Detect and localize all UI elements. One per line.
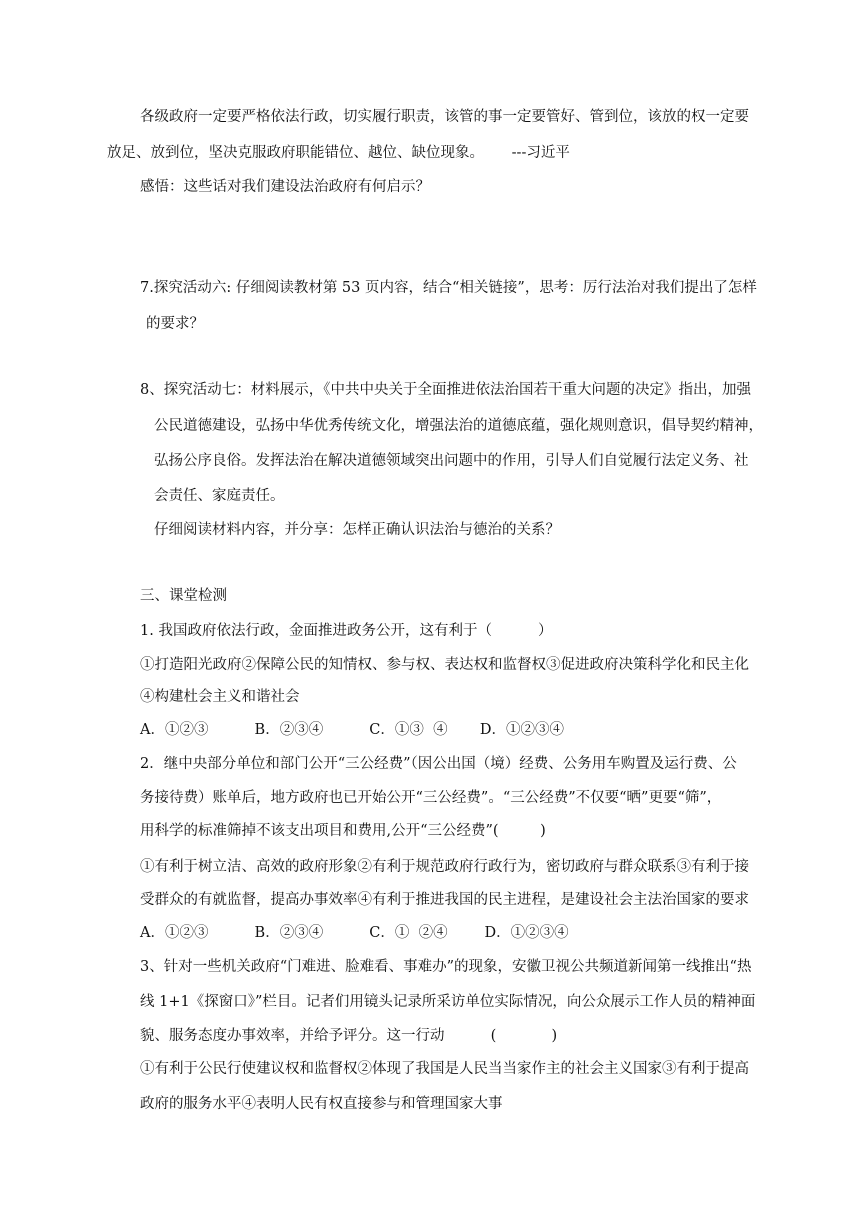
quote-line-2: 放足、放到位，坚决克服政府职能错位、越位、缺位现象。 ---习近平: [107, 145, 570, 161]
reflection-question: 感悟：这些话对我们建设法治政府有何启示？: [140, 179, 430, 195]
question-2-options-2: 受群众的有就监督，提高办事效率④有利于推进我国的民主进程，是建设社会主法治国家的要求: [140, 892, 749, 908]
question-2-line-2: 务接待费）账单后，地方政府也已开始公开“三公经费”。“三公经费”不仅要“晒”更要“筛”，: [140, 790, 722, 806]
question-1-stem: 1. 我国政府依法行政，金面推进政务公开，这有利于（ ）: [140, 623, 553, 639]
activity-7-line-4: 会责任、家庭责任。: [154, 488, 285, 504]
activity-7-task: 仔细阅读材料内容，并分享：怎样正确认识法治与德治的关系？: [154, 522, 560, 538]
question-1-choices: A．①②③ B．②③④ C．①③ ④ D．①②③④: [140, 722, 565, 738]
activity-7-line-1: 8、探究活动七：材料展示，《中共中央关于全面推进依法治国若干重大问题的决定》指出，加强: [140, 382, 751, 398]
question-2-line-3: 用科学的标准筛掉不该支出项目和费用,公开“三公经费”( ): [140, 823, 546, 839]
quote-line-1: 各级政府一定要严格依法行政，切实履行职责，该管的事一定要管好、管到位，该放的权一定要: [140, 109, 749, 125]
question-1-options-1: ①打造阳光政府②保障公民的知情权、参与权、表达权和监督权③促进政府决策科学化和民主化: [140, 657, 749, 673]
question-2-choices: A．①②③ B．②③④ C．① ②④ D．①②③④: [140, 925, 569, 941]
activity-7-line-3: 弘扬公序良俗。发挥法治在解决道德领域突出问题中的作用，引导人们自觉履行法定义务、社: [154, 453, 749, 469]
question-3-line-3: 貌、服务态度办事效率，并给予评分。这一行动 ( ): [140, 1028, 558, 1044]
question-1-options-2: ④构建杜会主义和谐社会: [140, 689, 300, 705]
activity-7-line-2: 公民道德建设，弘扬中华优秀传统文化，增强法治的道德底蕴，强化规则意识，倡导契约精神，: [154, 418, 763, 434]
question-2-line-1: 2．继中央部分单位和部门公开“三公经费”（因公出国（境）经费、公务用车购置及运行费、公: [140, 756, 737, 772]
question-2-options-1: ①有利于树立洁、高效的政府形象②有利于规范政府行政行为，密切政府与群众联系③有利于接: [140, 859, 749, 875]
question-3-line-2: 线 1+1《探窗口》”栏目。记者们用镜头记录所采访单位实际情况，向公众展示工作人员的精神面: [140, 994, 756, 1010]
activity-6-line-2: 的要求？: [146, 316, 204, 332]
activity-6-line-1: 7.探究活动六: 仔细阅读教材第 53 页内容，结合“相关链接”，思考：厉行法治对我们提出了怎样: [140, 280, 757, 296]
question-3-line-1: 3、针对一些机关政府“门难进、脸难看、事难办”的现象，安徽卫视公共频道新闻第一线推出“热: [140, 959, 752, 975]
question-3-options-2: 政府的服务水平④表明人民有权直接参与和管理国家大事: [140, 1096, 503, 1112]
question-3-options-1: ①有利于公民行使建议权和监督权②体现了我国是人民当当家作主的社会主义国家③有利于提高: [140, 1061, 749, 1077]
section-heading: 三、课堂检测: [140, 588, 227, 604]
